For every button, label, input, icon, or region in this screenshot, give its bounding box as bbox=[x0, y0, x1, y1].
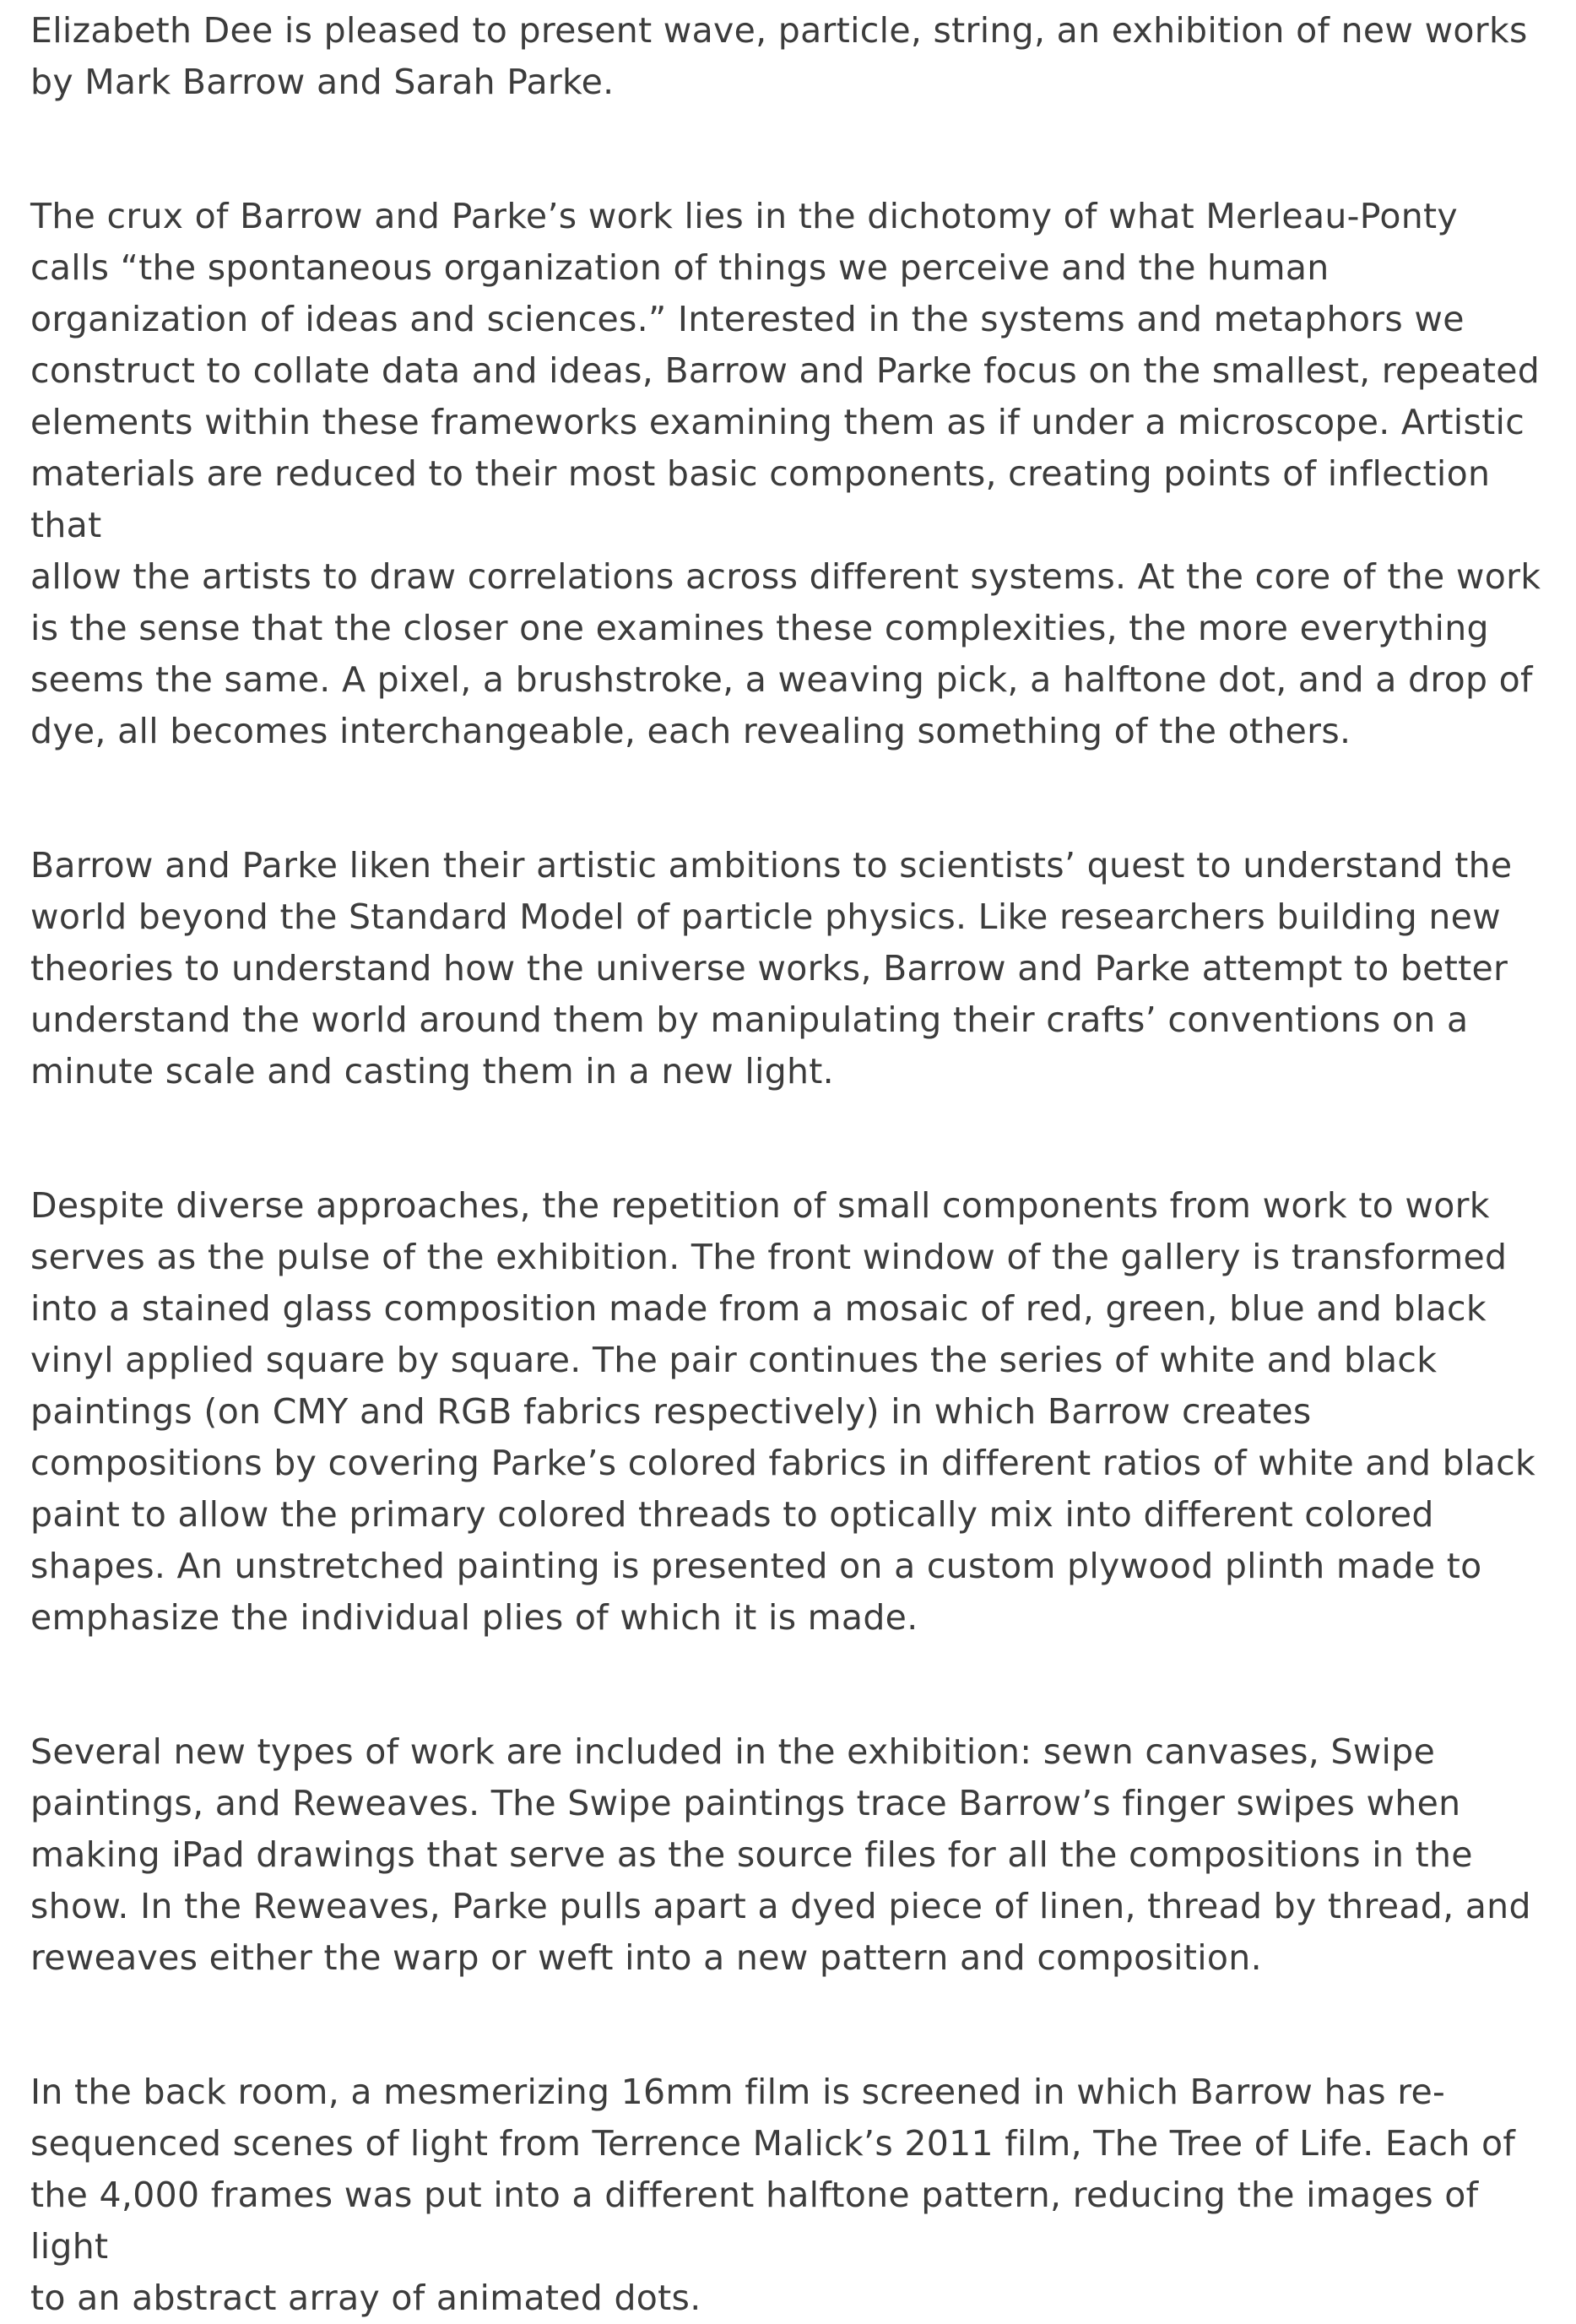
paragraph-spacer bbox=[30, 757, 1550, 840]
paragraph-film: In the back room, a mesmerizing 16mm film is screened in which Barrow has re- sequenced scenes of light from Terrence Malick’s 2011 film, The Tree of Life. Each of the 4,000 frames was put into a different halftone pattern, reducing the images of light to an abstract array of animated dots. bbox=[30, 2072, 1516, 2318]
paragraph-intro: Elizabeth Dee is pleased to present wave, particle, string, an exhibition of new works by Mark Barrow and Sarah Parke. bbox=[30, 10, 1528, 102]
paragraph-spacer bbox=[30, 1644, 1550, 1726]
paragraph-ambitions: Barrow and Parke liken their artistic ambitions to scientists’ quest to understand the world beyond the Standard Model of particle physics. Like researchers building new theories to understand how the universe works, Barrow and Parke attempt to better understand the world around them by manipulating their crafts’ conventions on a minute scale and casting them in a new light. bbox=[30, 845, 1513, 1092]
paragraph-crux: The crux of Barrow and Parke’s work lies in the dichotomy of what Merleau-Ponty calls “the spontaneous organization of things we perceive and the human organization of ideas and sciences.” Interested in the systems and metaphors we construct to collate data and ideas, Barrow and Parke focus on the smallest, repeated elements within these frameworks examining them as if under a microscope. Artistic materials are reduced to their most basic components, creating points of inflection that allow the artists to draw correlations across different systems. At the core of the work is the sense that the closer one examines these complexities, the more everything seems the same. A pixel, a brushstroke, a weaving pick, a halftone dot, and a drop of dye, all becomes interchangeable, each revealing something of the others. bbox=[30, 196, 1541, 751]
paragraph-spacer bbox=[30, 1097, 1550, 1180]
paragraph-repetition: Despite diverse approaches, the repetition of small components from work to work serves as the pulse of the exhibition. The front window of the gallery is transformed into a stained glass composition made from a mosaic of red, green, blue and black vinyl applied square by square. The pair continues the series of white and black paintings (on CMY and RGB fabrics respectively) in which Barrow creates compositions by covering Parke’s colored fabrics in different ratios of white and black paint to allow the primary colored threads to optically mix into different colored shapes. An unstretched painting is presented on a custom plywood plinth made to emphasize the individual plies of which it is made. bbox=[30, 1185, 1535, 1638]
paragraph-spacer bbox=[30, 1984, 1550, 2067]
paragraph-new-works: Several new types of work are included in the exhibition: sewn canvases, Swipe paintings, and Reweaves. The Swipe paintings trace Barrow’s finger swipes when making iPad drawings that serve as the source files for all the compositions in the show. In the Reweaves, Parke pulls apart a dyed piece of linen, thread by thread, and reweaves either the warp or weft into a new pattern and composition. bbox=[30, 1731, 1531, 1978]
paragraph-spacer bbox=[30, 108, 1550, 191]
press-release-body bbox=[30, 5, 1550, 2324]
